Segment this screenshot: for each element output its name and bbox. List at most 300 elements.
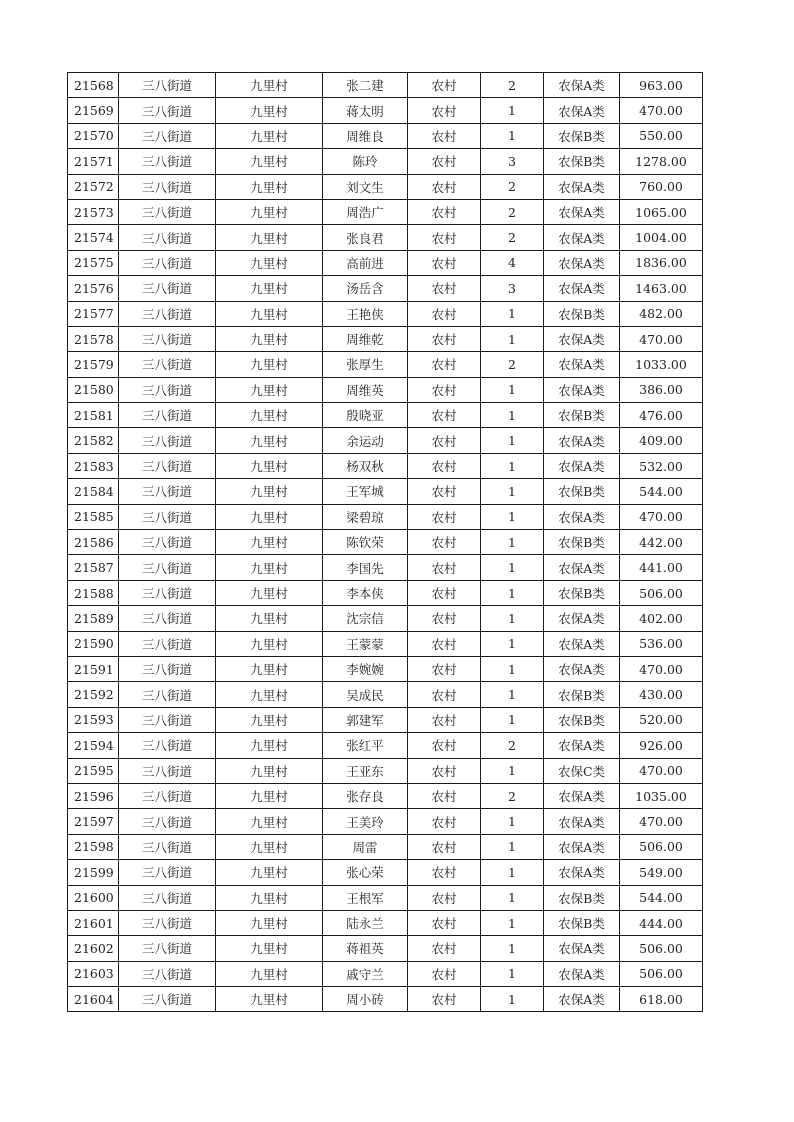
record-id-cell: 21596 (68, 783, 119, 808)
household-type-cell: 农村 (408, 555, 481, 580)
member-count-cell: 1 (481, 530, 544, 555)
amount-cell: 544.00 (620, 885, 703, 910)
street-cell: 三八街道 (119, 301, 216, 326)
name-cell: 周维英 (323, 377, 408, 402)
household-type-cell: 农村 (408, 834, 481, 859)
village-cell: 九里村 (216, 326, 323, 351)
amount-cell: 402.00 (620, 606, 703, 631)
street-cell: 三八街道 (119, 758, 216, 783)
household-type-cell: 农村 (408, 783, 481, 808)
household-type-cell: 农村 (408, 377, 481, 402)
record-id-cell: 21578 (68, 326, 119, 351)
record-id-cell: 21568 (68, 73, 119, 98)
name-cell: 周维乾 (323, 326, 408, 351)
member-count-cell: 1 (481, 656, 544, 681)
amount-cell: 536.00 (620, 631, 703, 656)
household-type-cell: 农村 (408, 403, 481, 428)
name-cell: 周浩广 (323, 199, 408, 224)
category-cell: 农保C类 (544, 758, 620, 783)
category-cell: 农保A类 (544, 733, 620, 758)
table-row (68, 707, 703, 732)
household-type-cell: 农村 (408, 73, 481, 98)
name-cell: 李本侠 (323, 580, 408, 605)
household-type-cell: 农村 (408, 987, 481, 1012)
street-cell: 三八街道 (119, 73, 216, 98)
amount-cell: 1033.00 (620, 352, 703, 377)
category-cell: 农保A类 (544, 961, 620, 986)
household-type-cell: 农村 (408, 606, 481, 631)
street-cell: 三八街道 (119, 860, 216, 885)
member-count-cell: 1 (481, 504, 544, 529)
member-count-cell: 2 (481, 352, 544, 377)
member-count-cell: 1 (481, 606, 544, 631)
amount-cell: 1836.00 (620, 250, 703, 275)
record-id-cell: 21572 (68, 174, 119, 199)
table-row (68, 631, 703, 656)
name-cell: 王美玲 (323, 809, 408, 834)
name-cell: 陈钦荣 (323, 530, 408, 555)
village-cell: 九里村 (216, 910, 323, 935)
amount-cell: 441.00 (620, 555, 703, 580)
household-type-cell: 农村 (408, 530, 481, 555)
name-cell: 王根军 (323, 885, 408, 910)
category-cell: 农保A类 (544, 352, 620, 377)
record-id-cell: 21592 (68, 682, 119, 707)
table-row (68, 530, 703, 555)
category-cell: 农保A类 (544, 504, 620, 529)
table-row (68, 682, 703, 707)
name-cell: 王蒙蒙 (323, 631, 408, 656)
category-cell: 农保A类 (544, 987, 620, 1012)
village-cell: 九里村 (216, 250, 323, 275)
record-id-cell: 21591 (68, 656, 119, 681)
amount-cell: 963.00 (620, 73, 703, 98)
street-cell: 三八街道 (119, 733, 216, 758)
amount-cell: 1463.00 (620, 276, 703, 301)
amount-cell: 1065.00 (620, 199, 703, 224)
amount-cell: 549.00 (620, 860, 703, 885)
name-cell: 张存良 (323, 783, 408, 808)
street-cell: 三八街道 (119, 656, 216, 681)
village-cell: 九里村 (216, 834, 323, 859)
household-type-cell: 农村 (408, 809, 481, 834)
village-cell: 九里村 (216, 98, 323, 123)
records-table (67, 72, 703, 1012)
household-type-cell: 农村 (408, 225, 481, 250)
street-cell: 三八街道 (119, 504, 216, 529)
table-row (68, 377, 703, 402)
amount-cell: 506.00 (620, 961, 703, 986)
name-cell: 王亚东 (323, 758, 408, 783)
village-cell: 九里村 (216, 631, 323, 656)
village-cell: 九里村 (216, 555, 323, 580)
amount-cell: 470.00 (620, 504, 703, 529)
household-type-cell: 农村 (408, 479, 481, 504)
category-cell: 农保A类 (544, 250, 620, 275)
record-id-cell: 21604 (68, 987, 119, 1012)
village-cell: 九里村 (216, 276, 323, 301)
name-cell: 周维良 (323, 123, 408, 148)
street-cell: 三八街道 (119, 377, 216, 402)
member-count-cell: 1 (481, 936, 544, 961)
amount-cell: 442.00 (620, 530, 703, 555)
street-cell: 三八街道 (119, 174, 216, 199)
table-row (68, 987, 703, 1012)
member-count-cell: 1 (481, 987, 544, 1012)
member-count-cell: 3 (481, 149, 544, 174)
category-cell: 农保A类 (544, 860, 620, 885)
table-row (68, 326, 703, 351)
street-cell: 三八街道 (119, 707, 216, 732)
table-row (68, 834, 703, 859)
table-row (68, 783, 703, 808)
record-id-cell: 21600 (68, 885, 119, 910)
member-count-cell: 1 (481, 479, 544, 504)
village-cell: 九里村 (216, 733, 323, 758)
member-count-cell: 1 (481, 758, 544, 783)
village-cell: 九里村 (216, 453, 323, 478)
household-type-cell: 农村 (408, 682, 481, 707)
household-type-cell: 农村 (408, 707, 481, 732)
member-count-cell: 1 (481, 453, 544, 478)
street-cell: 三八街道 (119, 936, 216, 961)
table-row (68, 98, 703, 123)
member-count-cell: 2 (481, 73, 544, 98)
member-count-cell: 4 (481, 250, 544, 275)
street-cell: 三八街道 (119, 225, 216, 250)
record-id-cell: 21589 (68, 606, 119, 631)
household-type-cell: 农村 (408, 580, 481, 605)
name-cell: 蒋祖英 (323, 936, 408, 961)
household-type-cell: 农村 (408, 758, 481, 783)
table-row (68, 250, 703, 275)
name-cell: 张心荣 (323, 860, 408, 885)
record-id-cell: 21602 (68, 936, 119, 961)
table-row (68, 149, 703, 174)
name-cell: 张红平 (323, 733, 408, 758)
table-row (68, 961, 703, 986)
category-cell: 农保A类 (544, 377, 620, 402)
record-id-cell: 21587 (68, 555, 119, 580)
amount-cell: 544.00 (620, 479, 703, 504)
name-cell: 梁碧琼 (323, 504, 408, 529)
record-id-cell: 21585 (68, 504, 119, 529)
table-row (68, 809, 703, 834)
amount-cell: 618.00 (620, 987, 703, 1012)
amount-cell: 520.00 (620, 707, 703, 732)
village-cell: 九里村 (216, 73, 323, 98)
street-cell: 三八街道 (119, 631, 216, 656)
amount-cell: 506.00 (620, 936, 703, 961)
record-id-cell: 21581 (68, 403, 119, 428)
name-cell: 周小砖 (323, 987, 408, 1012)
record-id-cell: 21603 (68, 961, 119, 986)
street-cell: 三八街道 (119, 326, 216, 351)
household-type-cell: 农村 (408, 276, 481, 301)
name-cell: 李国先 (323, 555, 408, 580)
member-count-cell: 1 (481, 961, 544, 986)
amount-cell: 430.00 (620, 682, 703, 707)
village-cell: 九里村 (216, 225, 323, 250)
household-type-cell: 农村 (408, 174, 481, 199)
amount-cell: 470.00 (620, 758, 703, 783)
village-cell: 九里村 (216, 936, 323, 961)
village-cell: 九里村 (216, 352, 323, 377)
member-count-cell: 1 (481, 682, 544, 707)
street-cell: 三八街道 (119, 453, 216, 478)
household-type-cell: 农村 (408, 453, 481, 478)
table-row (68, 758, 703, 783)
record-id-cell: 21580 (68, 377, 119, 402)
record-id-cell: 21573 (68, 199, 119, 224)
street-cell: 三八街道 (119, 250, 216, 275)
household-type-cell: 农村 (408, 352, 481, 377)
category-cell: 农保B类 (544, 301, 620, 326)
street-cell: 三八街道 (119, 123, 216, 148)
amount-cell: 470.00 (620, 326, 703, 351)
village-cell: 九里村 (216, 580, 323, 605)
table-row (68, 73, 703, 98)
category-cell: 农保A类 (544, 834, 620, 859)
amount-cell: 444.00 (620, 910, 703, 935)
record-id-cell: 21575 (68, 250, 119, 275)
member-count-cell: 1 (481, 707, 544, 732)
table-row (68, 428, 703, 453)
village-cell: 九里村 (216, 809, 323, 834)
street-cell: 三八街道 (119, 98, 216, 123)
category-cell: 农保A类 (544, 276, 620, 301)
street-cell: 三八街道 (119, 580, 216, 605)
category-cell: 农保A类 (544, 936, 620, 961)
village-cell: 九里村 (216, 707, 323, 732)
table-row (68, 555, 703, 580)
street-cell: 三八街道 (119, 403, 216, 428)
category-cell: 农保B类 (544, 682, 620, 707)
member-count-cell: 1 (481, 910, 544, 935)
table-row (68, 885, 703, 910)
table-row (68, 606, 703, 631)
table-row (68, 910, 703, 935)
street-cell: 三八街道 (119, 352, 216, 377)
street-cell: 三八街道 (119, 910, 216, 935)
record-id-cell: 21570 (68, 123, 119, 148)
category-cell: 农保B类 (544, 530, 620, 555)
street-cell: 三八街道 (119, 149, 216, 174)
record-id-cell: 21593 (68, 707, 119, 732)
village-cell: 九里村 (216, 403, 323, 428)
record-id-cell: 21577 (68, 301, 119, 326)
category-cell: 农保A类 (544, 631, 620, 656)
household-type-cell: 农村 (408, 504, 481, 529)
street-cell: 三八街道 (119, 961, 216, 986)
category-cell: 农保B类 (544, 123, 620, 148)
member-count-cell: 2 (481, 783, 544, 808)
household-type-cell: 农村 (408, 250, 481, 275)
street-cell: 三八街道 (119, 428, 216, 453)
category-cell: 农保A类 (544, 453, 620, 478)
member-count-cell: 1 (481, 580, 544, 605)
village-cell: 九里村 (216, 860, 323, 885)
amount-cell: 476.00 (620, 403, 703, 428)
amount-cell: 1035.00 (620, 783, 703, 808)
village-cell: 九里村 (216, 961, 323, 986)
village-cell: 九里村 (216, 123, 323, 148)
member-count-cell: 1 (481, 860, 544, 885)
table-row (68, 352, 703, 377)
record-id-cell: 21586 (68, 530, 119, 555)
village-cell: 九里村 (216, 987, 323, 1012)
name-cell: 郭建军 (323, 707, 408, 732)
amount-cell: 760.00 (620, 174, 703, 199)
member-count-cell: 2 (481, 225, 544, 250)
record-id-cell: 21601 (68, 910, 119, 935)
village-cell: 九里村 (216, 479, 323, 504)
category-cell: 农保A类 (544, 98, 620, 123)
name-cell: 殷晓亚 (323, 403, 408, 428)
amount-cell: 470.00 (620, 656, 703, 681)
amount-cell: 550.00 (620, 123, 703, 148)
name-cell: 陆永兰 (323, 910, 408, 935)
household-type-cell: 农村 (408, 656, 481, 681)
household-type-cell: 农村 (408, 98, 481, 123)
household-type-cell: 农村 (408, 936, 481, 961)
category-cell: 农保A类 (544, 199, 620, 224)
record-id-cell: 21597 (68, 809, 119, 834)
record-id-cell: 21571 (68, 149, 119, 174)
street-cell: 三八街道 (119, 809, 216, 834)
member-count-cell: 2 (481, 174, 544, 199)
record-id-cell: 21590 (68, 631, 119, 656)
category-cell: 农保B类 (544, 707, 620, 732)
name-cell: 蒋太明 (323, 98, 408, 123)
record-id-cell: 21569 (68, 98, 119, 123)
record-id-cell: 21576 (68, 276, 119, 301)
table-row (68, 936, 703, 961)
record-id-cell: 21584 (68, 479, 119, 504)
member-count-cell: 3 (481, 276, 544, 301)
street-cell: 三八街道 (119, 834, 216, 859)
name-cell: 余运动 (323, 428, 408, 453)
record-id-cell: 21588 (68, 580, 119, 605)
member-count-cell: 1 (481, 428, 544, 453)
street-cell: 三八街道 (119, 199, 216, 224)
name-cell: 王艳侠 (323, 301, 408, 326)
records-table-body (68, 73, 703, 1012)
street-cell: 三八街道 (119, 479, 216, 504)
member-count-cell: 1 (481, 885, 544, 910)
village-cell: 九里村 (216, 606, 323, 631)
household-type-cell: 农村 (408, 149, 481, 174)
category-cell: 农保A类 (544, 606, 620, 631)
household-type-cell: 农村 (408, 301, 481, 326)
table-row (68, 225, 703, 250)
member-count-cell: 2 (481, 199, 544, 224)
member-count-cell: 1 (481, 631, 544, 656)
amount-cell: 506.00 (620, 580, 703, 605)
record-id-cell: 21579 (68, 352, 119, 377)
category-cell: 农保B类 (544, 479, 620, 504)
name-cell: 周雷 (323, 834, 408, 859)
name-cell: 陈玲 (323, 149, 408, 174)
household-type-cell: 农村 (408, 860, 481, 885)
category-cell: 农保A类 (544, 656, 620, 681)
household-type-cell: 农村 (408, 733, 481, 758)
member-count-cell: 1 (481, 123, 544, 148)
table-row (68, 733, 703, 758)
village-cell: 九里村 (216, 377, 323, 402)
name-cell: 刘文生 (323, 174, 408, 199)
street-cell: 三八街道 (119, 606, 216, 631)
table-row (68, 479, 703, 504)
name-cell: 杨双秋 (323, 453, 408, 478)
name-cell: 王军城 (323, 479, 408, 504)
village-cell: 九里村 (216, 149, 323, 174)
record-id-cell: 21598 (68, 834, 119, 859)
name-cell: 张良君 (323, 225, 408, 250)
household-type-cell: 农村 (408, 961, 481, 986)
member-count-cell: 2 (481, 733, 544, 758)
category-cell: 农保A类 (544, 809, 620, 834)
member-count-cell: 1 (481, 326, 544, 351)
member-count-cell: 1 (481, 301, 544, 326)
table-row (68, 656, 703, 681)
household-type-cell: 农村 (408, 123, 481, 148)
table-row (68, 580, 703, 605)
category-cell: 农保A类 (544, 73, 620, 98)
amount-cell: 386.00 (620, 377, 703, 402)
village-cell: 九里村 (216, 301, 323, 326)
village-cell: 九里村 (216, 530, 323, 555)
category-cell: 农保B类 (544, 580, 620, 605)
record-id-cell: 21582 (68, 428, 119, 453)
member-count-cell: 1 (481, 555, 544, 580)
amount-cell: 470.00 (620, 98, 703, 123)
amount-cell: 1278.00 (620, 149, 703, 174)
record-id-cell: 21594 (68, 733, 119, 758)
household-type-cell: 农村 (408, 428, 481, 453)
street-cell: 三八街道 (119, 555, 216, 580)
household-type-cell: 农村 (408, 885, 481, 910)
name-cell: 沈宗信 (323, 606, 408, 631)
category-cell: 农保A类 (544, 174, 620, 199)
category-cell: 农保A类 (544, 555, 620, 580)
record-id-cell: 21583 (68, 453, 119, 478)
member-count-cell: 1 (481, 809, 544, 834)
amount-cell: 409.00 (620, 428, 703, 453)
member-count-cell: 1 (481, 98, 544, 123)
village-cell: 九里村 (216, 428, 323, 453)
street-cell: 三八街道 (119, 783, 216, 808)
amount-cell: 1004.00 (620, 225, 703, 250)
table-row (68, 174, 703, 199)
household-type-cell: 农村 (408, 199, 481, 224)
category-cell: 农保A类 (544, 326, 620, 351)
amount-cell: 926.00 (620, 733, 703, 758)
household-type-cell: 农村 (408, 631, 481, 656)
name-cell: 吴成民 (323, 682, 408, 707)
street-cell: 三八街道 (119, 276, 216, 301)
village-cell: 九里村 (216, 783, 323, 808)
street-cell: 三八街道 (119, 885, 216, 910)
member-count-cell: 1 (481, 834, 544, 859)
member-count-cell: 1 (481, 377, 544, 402)
category-cell: 农保B类 (544, 403, 620, 428)
category-cell: 农保A类 (544, 428, 620, 453)
record-id-cell: 21595 (68, 758, 119, 783)
record-id-cell: 21574 (68, 225, 119, 250)
table-row (68, 403, 703, 428)
name-cell: 高前进 (323, 250, 408, 275)
